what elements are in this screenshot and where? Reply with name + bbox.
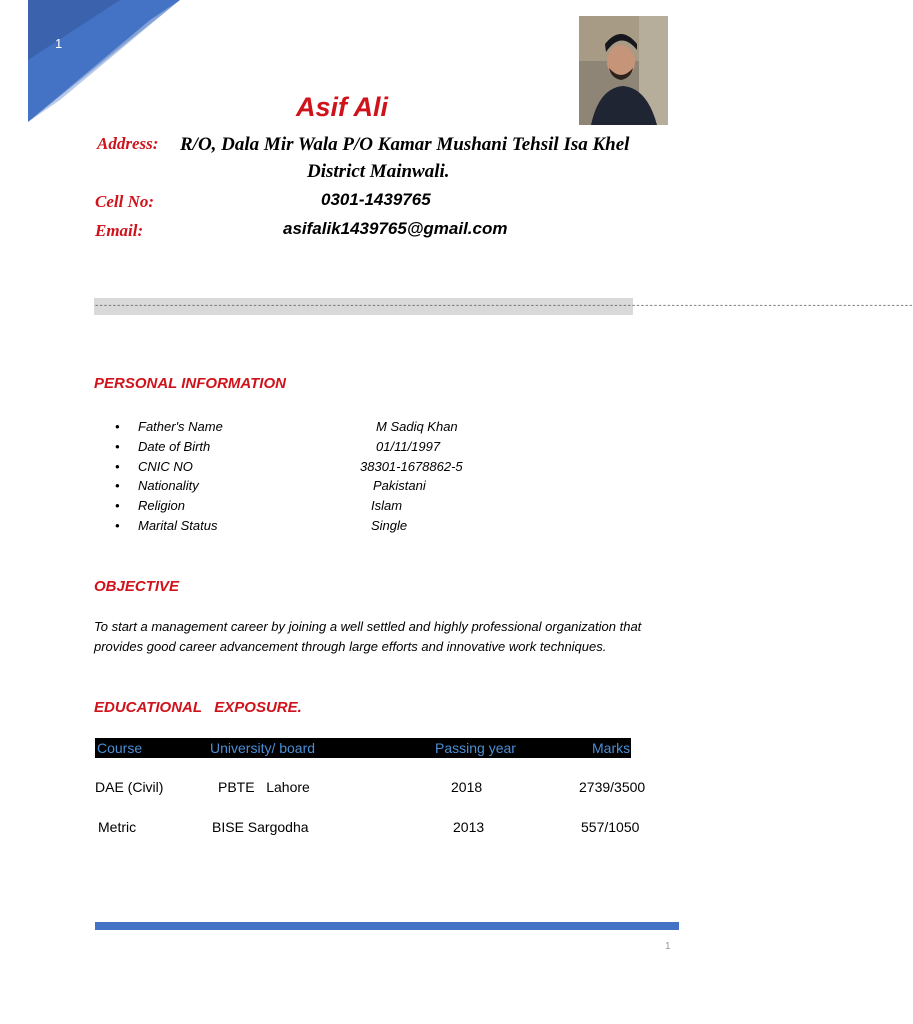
cell-value: 0301-1439765 [321,190,431,209]
corner-decoration [0,0,180,130]
cell-label: Cell No: [95,192,155,211]
bullet-icon: • [115,517,120,533]
info-value: Pakistani [373,478,426,494]
info-value: 01/11/1997 [376,438,441,454]
email-label: Email: [95,221,144,240]
info-value: Islam [371,498,403,514]
table-cell-board: PBTE Lahore [218,779,310,795]
info-label: Nationality [138,478,199,494]
table-cell-year: 2018 [451,779,483,795]
address-text [180,131,700,185]
bullet-icon: • [115,478,120,494]
address-label: Address: [97,134,159,153]
info-label: Marital Status [138,517,218,533]
dashed-divider: ------------------------------------------------------------------------------------------------------------------------------------------------------------------------------------------ [94,298,633,315]
address-line-1: R/O, Dala Mir Wala P/O Kamar Mushani Tehsil Isa Khel [180,134,630,155]
info-label: Father's Name [138,419,223,434]
education-heading: EDUCATIONAL EXPOSURE. [94,699,302,716]
info-label: Religion [138,498,185,514]
info-label: Date of Birth [138,438,211,454]
column-header-marks: Marks [592,740,631,756]
list-item [115,459,535,479]
objective-text: To start a management career by joining a well settled and highly professional organization that provides good career advancement through large efforts and innovative work techniques. [94,619,642,654]
info-value: M Sadiq Khan [376,419,458,434]
table-cell-course: DAE (Civil) [95,779,164,795]
candidate-name: Asif Ali [296,92,389,122]
info-label: CNIC NO [138,458,193,474]
page-number-top: 1 [55,36,63,51]
info-value: Single [371,517,408,533]
personal-info-list [115,419,535,538]
email-value[interactable]: asifalik1439765@gmail.com [283,219,508,238]
personal-info-heading: PERSONAL INFORMATION [94,375,286,392]
footer-bar [95,922,679,930]
list-item [115,478,535,498]
bullet-icon: • [115,419,120,434]
list-item [115,419,535,439]
table-cell-marks: 2739/3500 [579,779,646,795]
education-table-header [95,738,631,758]
list-item [115,518,535,538]
address-line-2: District Mainwali. [307,161,450,182]
profile-photo [579,16,668,125]
objective-heading: OBJECTIVE [94,578,180,595]
info-value: 38301-1678862-5 [360,458,463,474]
list-item [115,498,535,518]
table-cell-marks: 557/1050 [581,819,640,835]
table-cell-year: 2013 [453,819,485,835]
bullet-icon: • [115,498,120,514]
column-header-passing-year: Passing year [435,740,516,756]
column-header-university: University/ board [210,740,316,756]
bullet-icon: • [115,458,120,474]
column-header-course: Course [97,740,143,756]
bullet-icon: • [115,438,120,454]
table-cell-course: Metric [98,819,137,835]
table-cell-board: BISE Sargodha [212,819,309,835]
page-number-bottom: 1 [665,941,671,952]
list-item [115,439,535,459]
